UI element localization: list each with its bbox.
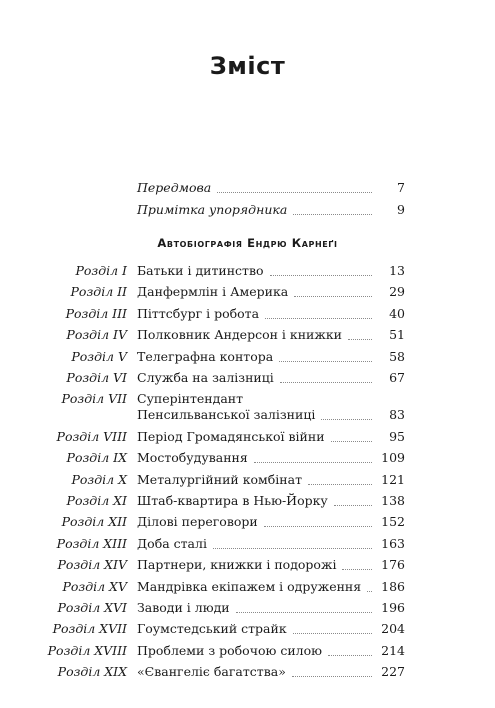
- dot-leader: [280, 366, 372, 383]
- dot-leader: [294, 280, 372, 297]
- page-number: 163: [381, 535, 405, 551]
- page-number: 95: [389, 428, 405, 444]
- entry-title: Штаб-квартира в Нью-Йорку: [137, 493, 328, 508]
- page-number: 109: [381, 450, 405, 466]
- page-number: 51: [389, 327, 405, 343]
- chapter-row: [0, 263, 495, 279]
- chapter-row: [0, 664, 495, 680]
- page-number: 138: [381, 493, 405, 508]
- page-number: 83: [389, 407, 405, 423]
- entry-title: Металургійний комбінат: [137, 471, 302, 487]
- chapter-label: Розділ II: [70, 284, 127, 300]
- chapter-row: [0, 391, 495, 407]
- entry-title: Мандрівка екіпажем і одруження: [137, 578, 362, 594]
- chapter-row: [0, 370, 495, 386]
- chapter-row: [0, 643, 495, 659]
- dot-leader: [236, 596, 372, 613]
- chapter-label: Розділ IX: [66, 450, 127, 466]
- entry-title: Проблеми з робочою силою: [137, 642, 323, 658]
- page-number: 204: [381, 621, 405, 637]
- dot-leader: [293, 617, 372, 634]
- dot-leader: [279, 345, 372, 362]
- chapter-label: Розділ IV: [66, 327, 127, 343]
- page-number: 40: [389, 305, 405, 321]
- section-heading: Автобіографія Ендрю Карнеґі: [157, 236, 338, 250]
- page-number: 176: [381, 557, 405, 573]
- page-title: Зміст: [209, 52, 286, 80]
- page-number: 7: [397, 180, 405, 195]
- page-number: 9: [397, 202, 405, 217]
- chapter-label: Розділ XIII: [56, 535, 127, 551]
- dot-leader: [292, 660, 372, 677]
- entry-title: Заводи і люди: [137, 600, 230, 615]
- entry-title: Доба сталі: [137, 535, 207, 551]
- chapter-row: [0, 621, 495, 637]
- chapter-label: Розділ XVII: [52, 621, 127, 637]
- chapter-row: [0, 450, 495, 466]
- chapter-row: [0, 600, 495, 616]
- page-number: 186: [381, 578, 405, 594]
- entry-title: Данфермлін і Америка: [137, 284, 289, 300]
- page-number: 67: [389, 370, 405, 385]
- chapter-row: [0, 536, 495, 552]
- entry-title: Телеграфна контора: [137, 348, 274, 364]
- chapter-label: Розділ VII: [61, 391, 127, 407]
- chapter-row: [0, 514, 495, 530]
- chapter-label: Розділ XVIII: [47, 642, 127, 658]
- chapter-label: Розділ XVI: [57, 600, 127, 615]
- chapter-row: [0, 327, 495, 343]
- entry-title: Період Громадянської війни: [137, 428, 325, 444]
- front-matter-item: [0, 202, 495, 218]
- page-number: 13: [389, 263, 405, 278]
- entry-title: Передмова: [137, 180, 212, 195]
- chapter-row: [0, 472, 495, 488]
- page-number: 214: [381, 642, 405, 658]
- entry-title: Полковник Андерсон і книжки: [137, 327, 343, 343]
- chapter-row: [0, 493, 495, 509]
- chapter-label: Розділ I: [75, 263, 127, 278]
- chapter-row: [0, 284, 495, 300]
- page-number: 196: [381, 600, 405, 615]
- dot-leader: [270, 259, 372, 276]
- entry-title: Примітка упорядника: [137, 202, 288, 217]
- entry-title: Ділові переговори: [137, 514, 258, 530]
- dot-leader: [265, 302, 372, 319]
- chapter-row-continuation: [0, 407, 495, 423]
- dot-leader: [293, 198, 372, 215]
- chapter-label: Розділ XV: [62, 578, 127, 594]
- chapter-label: Розділ XII: [61, 514, 127, 530]
- page-number: 121: [381, 471, 405, 487]
- chapter-label: Розділ V: [71, 348, 127, 364]
- dot-leader: [264, 510, 372, 527]
- dot-leader: [217, 176, 372, 193]
- chapter-label: Розділ III: [65, 305, 127, 321]
- entry-title: Партнери, книжки і подорожі: [137, 557, 337, 573]
- page-number: 227: [381, 664, 405, 680]
- chapter-label: Розділ XIV: [57, 557, 127, 573]
- chapter-row: [0, 579, 495, 595]
- dot-leader: [213, 532, 372, 549]
- entry-title: Мостобудування: [137, 450, 248, 466]
- chapter-row: [0, 349, 495, 365]
- page-number: 29: [389, 284, 405, 300]
- page-number: 58: [389, 348, 405, 364]
- entry-title: Батьки і дитинство: [137, 263, 264, 278]
- chapter-label: Розділ X: [71, 471, 127, 487]
- dot-leader: [308, 468, 372, 485]
- front-matter-item: [0, 180, 495, 196]
- chapter-label: Розділ XIX: [57, 664, 127, 680]
- chapter-row: [0, 429, 495, 445]
- entry-title: Гоумстедський страйк: [137, 621, 287, 637]
- entry-title: Служба на залізниці: [137, 370, 274, 385]
- chapter-label: Розділ XI: [66, 493, 127, 508]
- entry-title: «Євангеліє багатства»: [137, 664, 286, 680]
- chapter-row: [0, 557, 495, 573]
- page-number: 152: [381, 514, 405, 530]
- dot-leader: [254, 446, 372, 463]
- chapter-row: [0, 306, 495, 322]
- chapter-label: Розділ VI: [66, 370, 127, 385]
- entry-title: Піттсбург і робота: [137, 305, 260, 321]
- entry-title: Суперінтендант: [137, 391, 244, 407]
- entry-title: Пенсильванської залізниці: [137, 407, 316, 423]
- chapter-label: Розділ VIII: [56, 428, 127, 444]
